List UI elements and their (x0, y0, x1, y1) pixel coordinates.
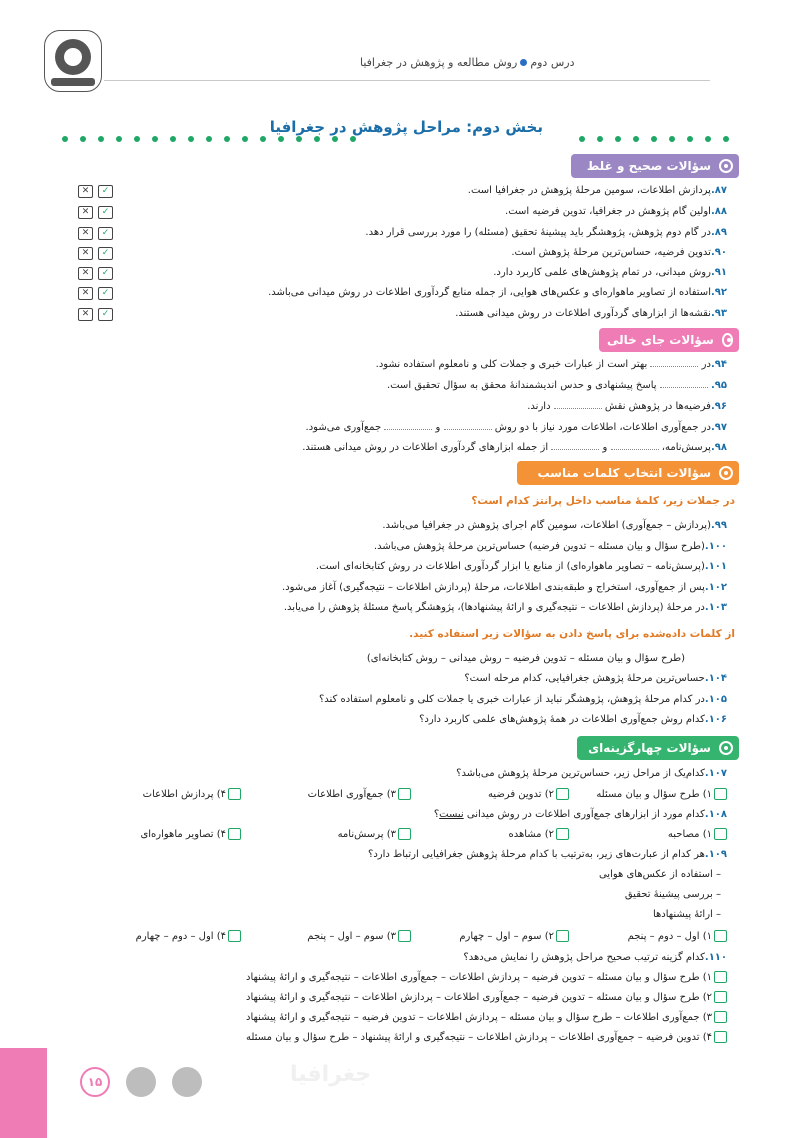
q108-option-4[interactable]: ۴) تصاویر ماهواره‌ای (140, 828, 241, 840)
q109-bullet-1: – استفاده از عکس‌های هوایی (598, 869, 721, 880)
tf-answer-91[interactable] (78, 267, 113, 280)
q107-option-3[interactable]: ۳) جمع‌آوری اطلاعات (308, 788, 411, 800)
blank-item-97: ۹۷.در جمع‌آوری اطلاعات، اطلاعات مورد نیاز با دو روش و جمع‌آوری می‌شود. (305, 422, 727, 433)
q109-option-3[interactable]: ۳) سوم – اول – پنجم (307, 930, 411, 942)
check-icon[interactable]: ✓ (98, 287, 113, 300)
mcq-q108: ۱۰۸.کدام مورد از ابزارهای جمع‌آوری اطلاعات در روش میدانی نیست؟ (433, 809, 727, 820)
blank-slot[interactable] (554, 408, 602, 409)
q107-option-2[interactable]: ۲) تدوین فرضیه (488, 788, 569, 800)
watermark-text: جغرافیا (290, 1062, 372, 1087)
q109-option-4[interactable]: ۴) اول – دوم – چهارم (136, 930, 241, 942)
cross-icon[interactable]: ✕ (78, 227, 93, 240)
chapter-title: روش مطالعه و پژوهش در جغرافیا (360, 56, 518, 69)
q110-option-2[interactable]: ۲) طرح سؤال و بیان مسئله – تدوین فرضیه – جمع‌آوری اطلاعات – پردازش اطلاعات – نتیجه‌گیری و ارائهٔ پیشنهاد (246, 991, 727, 1003)
tf-item-91: ۹۱.روش میدانی، در تمام پژوهش‌های علمی کاربرد دارد. (493, 267, 727, 278)
blank-slot[interactable] (660, 387, 708, 388)
check-icon[interactable]: ✓ (98, 227, 113, 240)
dots-left (56, 127, 362, 137)
word-bank: (طرح سؤال و بیان مسئله – تدوین فرضیه – روش میدانی – روش کتابخانه‌ای) (366, 653, 685, 664)
target-icon (722, 333, 733, 347)
tf-item-89: ۸۹.در گام دوم پژوهش، پژوهشگر باید پیشینهٔ تحقیق (مسئله) را مورد بررسی قرار دهد. (365, 227, 727, 238)
mcq-heading-label: سؤالات چهارگزینه‌ای (588, 741, 711, 755)
tf-heading (571, 154, 739, 178)
tf-item-90: ۹۰.تدوین فرضیه، حساس‌ترین مرحلهٔ پژوهش است. (511, 247, 727, 258)
cross-icon[interactable]: ✕ (78, 267, 93, 280)
tf-answer-87[interactable] (78, 185, 113, 198)
pink-side-tab (0, 1048, 47, 1138)
choose-item-104: ۱۰۴.حساس‌ترین مرحلهٔ پژوهش جغرافیایی، کدام مرحله است؟ (464, 673, 727, 684)
blank-item-94: ۹۴.در بهتر است از عبارات خبری و جملات کلی و نامعلوم استفاده نشود. (375, 359, 727, 370)
choose-item-103: ۱۰۳.در مرحلهٔ (پردازش اطلاعات – نتیجه‌گیری و ارائهٔ پیشنهادها)، پژوهشگر پاسخ مسئلهٔ پژوهش را می‌یابد. (283, 602, 727, 613)
check-icon[interactable]: ✓ (98, 267, 113, 280)
blank-item-98: ۹۸.پرسش‌نامه، و از جمله ابزارهای گردآوری اطلاعات در روش میدانی هستند. (302, 442, 727, 453)
cross-icon[interactable]: ✕ (78, 247, 93, 260)
target-icon (719, 466, 733, 480)
check-icon[interactable]: ✓ (98, 206, 113, 219)
q108-option-1[interactable]: ۱) مصاحبه (668, 828, 727, 840)
grey-circle-icon (172, 1067, 202, 1097)
q110-option-3[interactable]: ۳) جمع‌آوری اطلاعات – طرح سؤال و بیان مسئله – پردازش اطلاعات – تدوین فرضیه – نتیجه‌گیری و ارائهٔ پیشنهاد (246, 1011, 727, 1023)
tf-heading-label: سؤالات صحیح و غلط (586, 159, 711, 173)
q109-bullet-2: – بررسی پیشینهٔ تحقیق (624, 889, 721, 900)
blank-slot[interactable] (384, 429, 432, 430)
q110-option-4[interactable]: ۴) تدوین فرضیه – جمع‌آوری اطلاعات – پردازش اطلاعات – نتیجه‌گیری و ارائهٔ پیشنهاد – طرح سؤال و بیان مسئله (246, 1031, 727, 1043)
tf-answer-90[interactable] (78, 247, 113, 260)
target-icon (719, 159, 733, 173)
choose-item-101: ۱۰۱.(پرسش‌نامه – تصاویر ماهواره‌ای) از منابع یا ابزار گردآوری اطلاعات در روش کتابخانه‌ای است. (315, 561, 727, 572)
mcq-q109: ۱۰۹.هر کدام از عبارت‌های زیر، به‌ترتیب با کدام مرحلهٔ پژوهش جغرافیایی ارتباط دارد؟ (368, 849, 727, 860)
mcq-q107: ۱۰۷.کدام‌یک از مراحل زیر، حساس‌ترین مرحلهٔ پژوهش می‌باشد؟ (456, 768, 727, 779)
blank-slot[interactable] (444, 429, 492, 430)
tf-answer-89[interactable] (78, 227, 113, 240)
check-icon[interactable]: ✓ (98, 185, 113, 198)
section-title: بخش دوم: مراحل پژوهش در جغرافیا (269, 118, 543, 136)
choose-item-105: ۱۰۵.در کدام مرحلهٔ پژوهش، پژوهشگر نباید از عبارات خبری یا جملات کلی و نامعلوم استفاده کند؟ (318, 694, 727, 705)
page-number: ۱۵ (80, 1067, 110, 1097)
tf-item-88: ۸۸.اولین گام پژوهش در جغرافیا، تدوین فرضیه است. (505, 206, 727, 217)
choose-item-102: ۱۰۲.پس از جمع‌آوری، استخراج و طبقه‌بندی اطلاعات، مرحلهٔ (پردازش اطلاعات – نتیجه‌گیری) آغاز می‌شود. (282, 582, 727, 593)
blank-item-95: ۹۵. پاسخ پیشنهادی و حدس اندیشمندانهٔ محقق به سؤال تحقیق است. (386, 380, 727, 391)
cross-icon[interactable]: ✕ (78, 308, 93, 321)
choose-item-99: ۹۹.(پردازش – جمع‌آوری) اطلاعات، سومین گام اجرای پژوهش در جغرافیا می‌باشد. (382, 520, 727, 531)
tf-answer-88[interactable] (78, 206, 113, 219)
choose-instruction-2: از کلمات داده‌شده برای پاسخ دادن به سؤالات زیر استفاده کنید. (409, 628, 735, 640)
q109-bullet-3: – ارائهٔ پیشنهادها (652, 909, 721, 920)
running-header (360, 56, 574, 69)
grey-circle-icon (126, 1067, 156, 1097)
blank-item-96: ۹۶.فرضیه‌ها در پژوهش نقش دارند. (527, 401, 727, 412)
q110-option-1[interactable]: ۱) طرح سؤال و بیان مسئله – تدوین فرضیه – پردازش اطلاعات – جمع‌آوری اطلاعات – نتیجه‌گیری و ارائهٔ پیشنهاد (246, 971, 727, 983)
tf-item-92: ۹۲.استفاده از تصاویر ماهواره‌ای و عکس‌های هوایی، از جمله منابع گردآوری اطلاعات در روش میدانی می‌باشد. (268, 287, 727, 298)
blanks-heading (599, 328, 739, 352)
blanks-heading-label: سؤالات جای خالی (607, 333, 714, 347)
choose-heading (517, 461, 739, 485)
choose-instruction-1: در جملات زیر، کلمهٔ مناسب داخل پرانتز کدام است؟ (471, 495, 735, 507)
blank-slot[interactable] (611, 449, 659, 450)
tf-item-93: ۹۳.نقشه‌ها از ابزارهای گردآوری اطلاعات در روش میدانی هستند. (455, 308, 727, 319)
q108-option-3[interactable]: ۳) پرسش‌نامه (338, 828, 411, 840)
target-icon (719, 741, 733, 755)
check-icon[interactable]: ✓ (98, 247, 113, 260)
header-rule (104, 80, 710, 81)
cross-icon[interactable]: ✕ (78, 206, 93, 219)
q109-option-1[interactable]: ۱) اول – دوم – پنجم (628, 930, 727, 942)
blank-slot[interactable] (551, 449, 599, 450)
blank-slot[interactable] (650, 366, 698, 367)
choose-item-100: ۱۰۰.(طرح سؤال و بیان مسئله – تدوین فرضیه) حساس‌ترین مرحلهٔ پژوهش می‌باشد. (373, 541, 727, 552)
q108-option-2[interactable]: ۲) مشاهده (508, 828, 569, 840)
tf-item-87: ۸۷.پردازش اطلاعات، سومین مرحلهٔ پژوهش در جغرافیا است. (467, 185, 727, 196)
q107-option-1[interactable]: ۱) طرح سؤال و بیان مسئله (596, 788, 727, 800)
tf-answer-92[interactable] (78, 287, 113, 300)
bullet-icon (520, 59, 527, 66)
mcq-heading (577, 736, 739, 760)
tf-answer-93[interactable] (78, 308, 113, 321)
cross-icon[interactable]: ✕ (78, 185, 93, 198)
cross-icon[interactable]: ✕ (78, 287, 93, 300)
q107-option-4[interactable]: ۴) پردازش اطلاعات (143, 788, 241, 800)
dots-right (573, 127, 735, 137)
lesson-label: درس دوم (530, 56, 575, 69)
choose-item-106: ۱۰۶.کدام روش جمع‌آوری اطلاعات در همهٔ پژوهش‌های علمی کاربرد دارد؟ (419, 714, 727, 725)
check-icon[interactable]: ✓ (98, 308, 113, 321)
mcq-q110: ۱۱۰.کدام گزینه ترتیب صحیح مراحل پژوهش را نمایش می‌دهد؟ (463, 952, 727, 963)
publisher-logo (44, 30, 102, 92)
q109-option-2[interactable]: ۲) سوم – اول – چهارم (459, 930, 569, 942)
choose-heading-label: سؤالات انتخاب کلمات مناسب (537, 466, 711, 480)
